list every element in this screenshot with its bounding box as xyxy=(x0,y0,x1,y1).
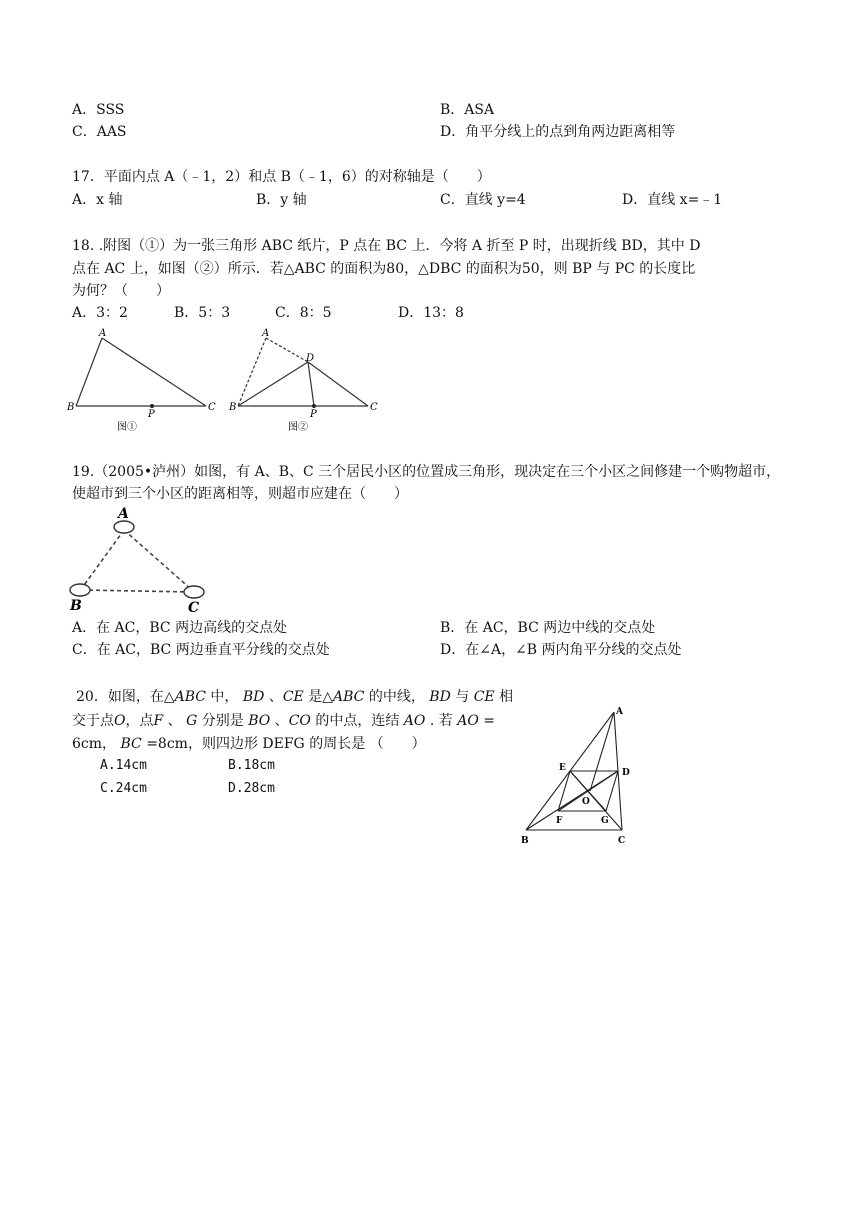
q18-stem-line-1: 18. .附图（①）为一张三角形 ABC 纸片，P 点在 BC 上．今将 A 折至 P 时，出现折线 BD，其中 D xyxy=(72,238,701,254)
fig2-point-p xyxy=(312,404,316,408)
q17-option-a: A．x 轴 xyxy=(72,192,123,208)
q17-stem: 17．平面内点 A（﹣1，2）和点 B（﹣1，6）的对称轴是（ ） xyxy=(72,169,491,185)
q20-label-d: D xyxy=(622,768,630,778)
fig1-caption: 图① xyxy=(117,422,137,433)
q17-option-c: C．直线 y=4 xyxy=(440,192,526,208)
q19-district-b xyxy=(70,584,90,596)
q19-dashed-ab xyxy=(82,530,124,588)
q18-option-c: C．8：5 xyxy=(275,305,332,321)
q20-stem-line-3: 6cm， BC =8cm，则四边形 DEFG 的周长是 （ ） xyxy=(72,736,426,752)
fig1-side-ab xyxy=(76,338,102,406)
fig2-dashed-ad xyxy=(266,338,308,362)
q17-option-b: B．y 轴 xyxy=(256,192,307,208)
q19-label-c: C xyxy=(188,600,200,616)
fig2-label-a: A xyxy=(262,328,270,339)
fig1-label-c: C xyxy=(208,402,216,413)
q20-label-b: B xyxy=(521,836,529,846)
q19-dashed-ac xyxy=(124,530,192,590)
q16-option-d: D．角平分线上的点到角两边距离相等 xyxy=(440,124,676,140)
q19-label-b: B xyxy=(70,598,82,614)
q18-option-d: D．13：8 xyxy=(398,305,464,321)
q20-label-e: E xyxy=(559,763,566,773)
q20-option-d: D.28cm xyxy=(228,781,275,796)
q19-district-a xyxy=(114,521,134,533)
fig1-point-p xyxy=(150,404,154,408)
q18-option-b: B．5：3 xyxy=(174,305,231,321)
q20-label-a: A xyxy=(616,707,623,717)
q18-figure-2 xyxy=(226,326,386,434)
q20-figure xyxy=(510,700,650,850)
q20-label-g: G xyxy=(601,816,609,826)
fig2-label-c: C xyxy=(370,402,378,413)
q19-figure xyxy=(64,506,224,616)
q19-option-b: B．在 AC，BC 两边中线的交点处 xyxy=(440,620,656,636)
q19-option-c: C．在 AC，BC 两边垂直平分线的交点处 xyxy=(72,642,330,658)
q20-option-a: A.14cm xyxy=(100,758,147,773)
fig2-caption: 图② xyxy=(288,422,308,433)
q19-district-c xyxy=(184,586,204,598)
q20-option-c: C.24cm xyxy=(100,781,147,796)
q20-label-o: O xyxy=(582,797,590,807)
fig2-side-dp xyxy=(308,362,314,406)
fig1-label-b: B xyxy=(67,402,75,413)
fig1-side-ac xyxy=(102,338,206,406)
q16-option-c: C．AAS xyxy=(72,124,127,140)
q19-label-a: A xyxy=(118,506,129,522)
q19-dashed-bc xyxy=(82,590,192,592)
q18-option-a: A．3：2 xyxy=(72,305,128,321)
q17-option-d: D．直线 x=﹣1 xyxy=(622,192,723,208)
q19-stem-line-2: 使超市到三个小区的距离相等，则超市应建在（ ） xyxy=(72,486,408,502)
q18-stem-line-2: 点在 AC 上，如图（②）所示．若△ABC 的面积为80，△DBC 的面积为50，则 BP 与 PC 的长度比 xyxy=(72,261,696,277)
fig2-label-d: D xyxy=(306,353,315,364)
q19-stem-line-1: 19.（2005•泸州）如图，有 A、B、C 三个居民小区的位置成三角形，现决定在三个小区之间修建一个购物超市， xyxy=(72,464,781,480)
fig1-label-a: A xyxy=(99,328,107,339)
q20-segment-ao xyxy=(590,712,614,791)
fig2-label-b: B xyxy=(229,402,237,413)
fig2-fold-bd xyxy=(238,362,308,406)
fig1-label-p: P xyxy=(148,409,155,420)
q18-stem-line-3: 为何？（ ） xyxy=(72,283,170,299)
q20-stem-line-2: 交于点O，点F 、 G 分别是 BO 、CO 的中点，连结 AO . 若 AO = xyxy=(72,713,495,729)
q20-stem-line-1: 20．如图，在△ABC 中， BD 、CE 是△ABC 的中线， BD 与 CE 相 xyxy=(76,689,514,705)
q20-label-f: F xyxy=(556,816,563,826)
q20-option-b: B.18cm xyxy=(228,758,275,773)
q16-option-a: A．SSS xyxy=(72,102,125,118)
q19-option-d: D．在∠A，∠B 两内角平分线的交点处 xyxy=(440,642,682,658)
fig2-dashed-ab xyxy=(238,338,266,406)
q18-figure-1 xyxy=(64,326,224,434)
fig2-side-dc xyxy=(308,362,368,406)
q20-label-c: C xyxy=(618,836,626,846)
q16-option-b: B．ASA xyxy=(440,102,495,118)
q19-option-a: A．在 AC，BC 两边高线的交点处 xyxy=(72,620,288,636)
fig2-label-p: P xyxy=(310,409,317,420)
